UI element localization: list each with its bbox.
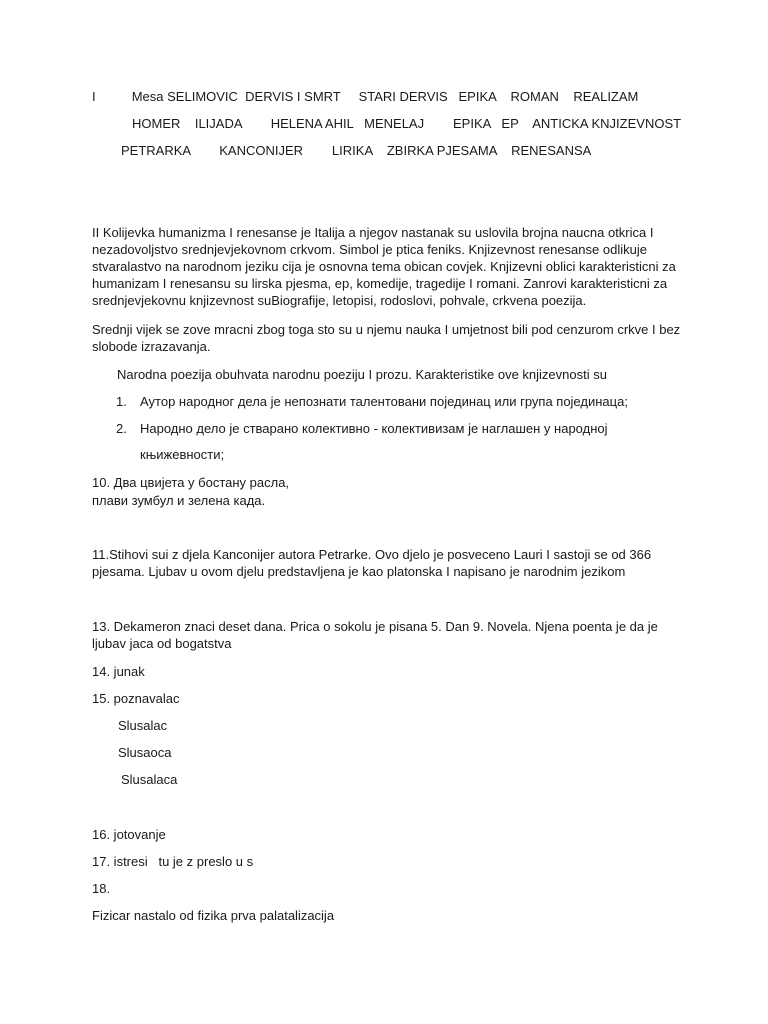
q15-title: 15. poznavalac [92, 691, 180, 706]
final-line: Fizicar nastalo od fizika prva palatalizacija [92, 908, 335, 923]
q13-paragraph: 13. Dekameron znaci deset dana. Prica o sokolu je pisana 5. Dan 9. Novela. Njena poenta je da je ljubav jaca od bogatstva [92, 619, 658, 651]
section1-line3: PETRARKA KANCONIJER LIRIKA ZBIRKA PJESAMA RENESANSA [121, 143, 592, 158]
list-item-number: 2. [116, 421, 127, 436]
q16-answer: 16. jotovanje [92, 827, 166, 842]
section2-paragraph-3: Narodna poezija obuhvata narodnu poeziju I prozu. Karakteristike ove knjizevnosti su [117, 367, 607, 382]
section1-line2: HOMER ILIJADA HELENA AHIL MENELAJ EPIKA EP ANTICKA KNJIZEVNOST [132, 116, 682, 131]
q18-label: 18. [92, 881, 111, 896]
section2-paragraph-1: II Kolijevka humanizma I renesanse je Italija a njegov nastanak su uslovila brojna naucna otkrica I nezadovoljstvo srednjevjekovnom crkvom. Simbol je ptica feniks. Knjizevnost renesanse odlikuje stvaralastvo na narodnom jeziku cija je osnovna tema obican covjek. Knjizevni oblici karakteristicni za humanizam I renesansu su lirska pjesma, ep, komedije, tragedije I romani. Zanrovi karakteristicni za srednjevjekovnu knjizevnost suBiografije, letopisi, rodoslovi, pohvale, crkvena poezija. [92, 225, 676, 308]
q15-answer-c: Slusalaca [121, 772, 178, 787]
q10-line1: 10. Два цвијета у бостану расла, [92, 475, 290, 490]
list-item-text: Аутор народног дела је непознати талентовани појединац или група појединаца; [140, 394, 628, 409]
section2-paragraph-2: Srednji vijek se zove mracni zbog toga sto su u njemu nauka I umjetnost bili pod cenzurom crkve I bez slobode izrazavanja. [92, 322, 681, 354]
q10-line2: плави зумбул и зелена када. [92, 493, 266, 508]
list-item-number: 1. [116, 394, 127, 409]
q17-answer: 17. istresi tu je z preslo u s [92, 854, 254, 869]
q15-answer-b: Slusaoca [118, 745, 172, 760]
q11-paragraph: 11.Stihovi sui z djela Kanconijer autora Petrarke. Ovo djelo je posveceno Lauri I sastoji se od 366 pjesama. Ljubav u ovom djelu predstavljena je kao platonska I napisano je narodnim jezikom [92, 547, 652, 579]
list-item-continuation: књижевности; [140, 447, 225, 462]
q14-answer: 14. junak [92, 664, 145, 679]
section1-line1: I Mesa SELIMOVIC DERVIS I SMRT STARI DERVIS EPIKA ROMAN REALIZAM [92, 89, 639, 104]
list-item-text: Народно дело је стварано колективно - колективизам је наглашен у народној [140, 421, 608, 436]
q15-answer-a: Slusalac [118, 718, 168, 733]
